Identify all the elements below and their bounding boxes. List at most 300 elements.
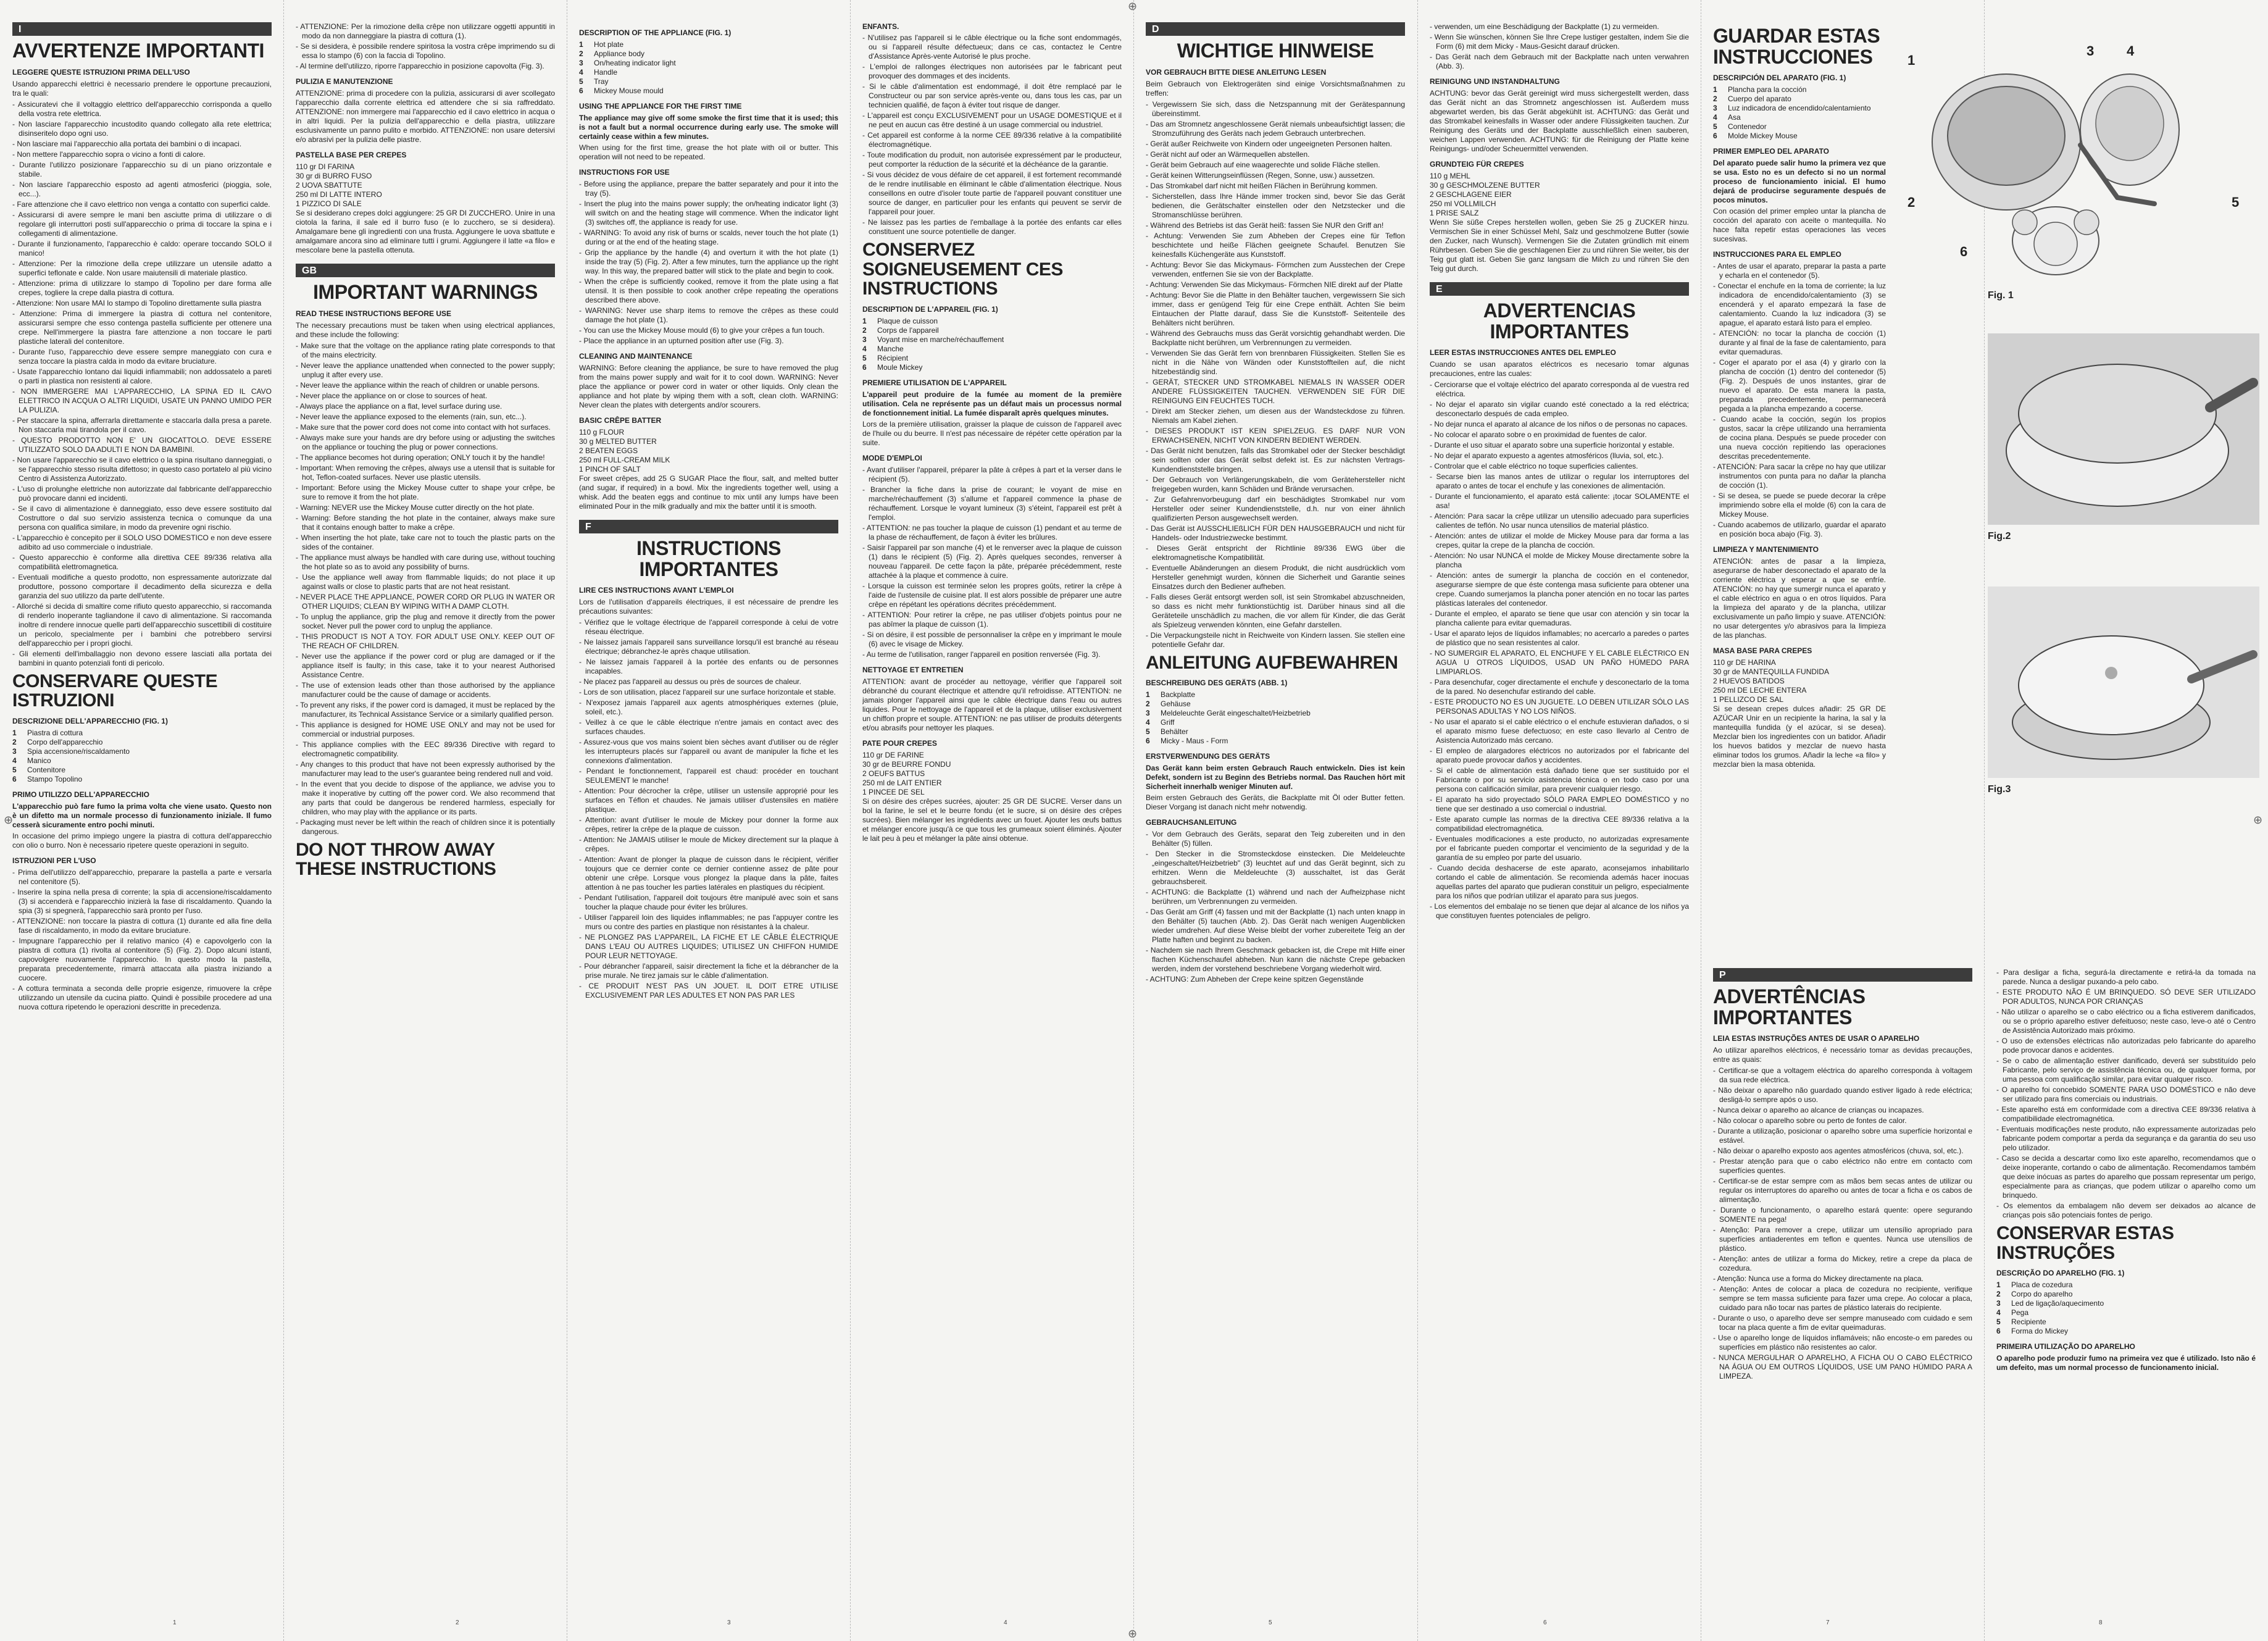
recipe-item: 250 ml DI LATTE INTERO — [296, 190, 382, 199]
list-item: - Vor dem Gebrauch des Geräts, separat den Teig zubereiten und in den Behälter (5) füllen. — [1146, 830, 1405, 848]
list-item: - verwenden, um eine Beschädigung der Backplatte (1) zu vermeiden. — [1430, 22, 1659, 31]
heading: ISTRUZIONI PER L'USO — [12, 856, 96, 865]
page-number: 8 — [2099, 1619, 2103, 1626]
section-title: GUARDAR ESTAS INSTRUCCIONES — [1713, 25, 1880, 68]
paragraph: ATENCIÓN: antes de pasar a la limpieza, asegurarse de haber desconectado el aparato de la corriente eléctrica y esperar a que se enfríe. ATENCIÓN: no hay que sumergir nunca el aparato y el cable eléctrico en agua o en otros líquidos. Para la limpieza del aparato y de la plancha, utilizar exclusivamente un paño limpio y suave. ATENCIÓN: no usar detergentes y/o abrasivos para la limpieza de las planchas. — [1713, 557, 1886, 640]
list-item: - Ne laissez pas les parties de l'emballage à la portée des enfants car elles constituent une source potentielle de danger. — [862, 218, 1122, 236]
recipe-item: 110 g MEHL — [1430, 172, 1470, 180]
part-number: 5 — [1146, 727, 1150, 737]
list-item: - Ne laissez jamais l'appareil à la portée des enfants ou de personnes incapables. — [579, 658, 838, 676]
list-item: - Use o aparelho longe de líquidos inflamáveis; não encoste-o em paredes ou superfícies em plástico não resistentes ao calor. — [1713, 1334, 1972, 1352]
list-item: - Attenzione: Prima di immergere la piastra di cottura nel contenitore, assicurarsi sempre che esso contenga pastella sufficiente per ottenere una crepe. Nell'immergere la piastra fare attenzione a non toccare le parti plastiche laterali del contenitore. — [12, 309, 272, 346]
part-label: Appliance body — [594, 49, 645, 58]
part-row — [862, 363, 1122, 372]
part-label: Handle — [594, 68, 618, 77]
list-item: - Packaging must never be left within the reach of children since it is potentially dangerous. — [296, 817, 555, 836]
list-item: - Never leave the appliance within the reach of children or unable persons. — [296, 380, 540, 390]
paragraph: Wenn Sie süße Crepes herstellen wollen, geben Sie 25 g ZUCKER hinzu. Vermischen Sie in einer Schüssel Mehl, Salz und geschmolzene Butter (sowie den Zucker, nach Wunsch). Vermengen Sie die Zutaten gründlich mit einem Rührbesen. Geben Sie die geschlagenen Eier zu und rühren Sie weiter, bis der Teig gut glatt ist. Geben Sie ganz langsam die Milch zu und rühren Sie den Teig gut durch. — [1430, 218, 1689, 273]
part-row — [12, 775, 272, 784]
list-item: - Make sure that the voltage on the appliance rating plate corresponds to that of the mains electricity. — [296, 341, 555, 359]
callout-label: 1 — [1907, 52, 1916, 68]
list-item: - Coger el aparato por el asa (4) y girarlo con la plancha de cocción (1) dentro del contenedor (5) (Fig. 2). Después de unos instantes, girar de nuevo el aparato. De esta manera la pasta, preparada precedentemente, permanecerá pegada a la plancha empezando a cocerse. — [1713, 358, 1886, 414]
part-row — [862, 326, 1122, 335]
paragraph: Beim Gebrauch von Elektrogeräten sind einige Vorsichtsmaßnahmen zu treffen: — [1146, 79, 1405, 98]
part-label: Forma do Mickey — [2011, 1327, 2069, 1335]
list-item: - Brancher la fiche dans la prise de courant; le voyant de mise en marche/réchauffement (3) s'allume et l'appareil commence la phase de réchauffement. Lorsque le voyant lumineux (3) s'éteint, l'appareil est prêt à l'emploi. — [862, 485, 1122, 522]
paragraph: WARNING: Before cleaning the appliance, be sure to have removed the plug from the mains power supply and wait for it to cool down. WARNING: Never place the appliance or power cord in water or other liquids. Only clean the appliance and hot plate by wiping them with a soft, clean cloth. WARNING: Never clean the plates with detergents and/or scourers. — [579, 364, 838, 409]
list-item: - Gli elementi dell'imballaggio non devono essere lasciati alla portata dei bambini in quanto potenziali fonti di pericolo. — [12, 649, 272, 667]
figure-2 — [1988, 333, 2259, 525]
recipe-list — [1713, 658, 1886, 704]
language-tag: E — [1430, 282, 1689, 296]
crop-mark: ⊕ — [1128, 0, 1138, 12]
part-row — [1996, 1299, 2256, 1308]
paragraph: Con ocasión del primer empleo untar la plancha de cocción del aparato con aceite o mantequilla. No hace falta repetir estas operaciones las veces sucesivas. — [1713, 207, 1886, 244]
recipe-item: 30 gr de MANTEQUILLA FUNDIDA — [1713, 667, 1830, 677]
list-item: - NON IMMERGERE MAI L'APPARECCHIO, LA SPINA ED IL CAVO ELETTRICO IN ACQUA O ALTRI LIQUIDI, USATE UN PANNO UMIDO PER LA PULIZIA. — [12, 386, 272, 414]
parts-list — [1713, 85, 1886, 141]
section-title: ANLEITUNG AUFBEWAHREN — [1146, 652, 1398, 673]
recipe-item: 30 g GESCHMOLZENE BUTTER — [1430, 181, 1540, 190]
recipe-list — [862, 751, 1122, 797]
warning-list — [1996, 968, 2256, 1220]
list-item: - Wenn Sie wünschen, können Sie Ihre Crepe lustiger gestalten, indem Sie die Form (6) mit dem Micky - Maus-Gesicht darauf drücken. — [1430, 33, 1689, 51]
list-item: - Fare attenzione che il cavo elettrico non venga a contatto con superfici calde. — [12, 199, 270, 209]
list-item: - Important: Before using the Mickey Mouse cutter to shape your crêpe, be sure to remove it from the hot plate. — [296, 483, 555, 501]
list-item: - Assicurarsi di avere sempre le mani ben asciutte prima di utilizzare o di regolare gli interruttori posti sull'apparecchio o prima di toccare la spina e i collegamenti di alimentazione. — [12, 210, 272, 238]
list-item: - Das Gerät ist AUSSCHLIEßLICH FÜR DEN HAUSGEBRAUCH und nicht für Handels- oder Industriezwecke bestimmt. — [1146, 524, 1405, 542]
heading: READ THESE INSTRUCTIONS BEFORE USE — [296, 309, 452, 318]
part-row — [1146, 737, 1405, 746]
list-item: - Ne laissez jamais l'appareil sans surveillance lorsqu'il est branché au réseau électrique; débranchez-le après chaque utilisation. — [579, 638, 838, 656]
heading: PREMIERE UTILISATION DE L'APPAREIL — [862, 378, 1007, 387]
list-item: - You can use the Mickey Mouse mould (6) to give your crêpes a fun touch. — [579, 326, 825, 335]
page-number: 6 — [1543, 1619, 1547, 1626]
list-item: - ESTE PRODUTO NÃO É UM BRINQUEDO. SÓ DEVE SER UTILIZADO POR ADULTOS, NUNCA POR CRIANÇAS — [1996, 988, 2256, 1006]
heading: PULIZIA E MANUTENZIONE — [296, 77, 393, 86]
part-number: 3 — [1146, 709, 1150, 718]
part-number: 4 — [579, 68, 583, 77]
callout-label: 3 — [2087, 43, 2095, 59]
heading: DESCRIZIONE DELL'APPARECCHIO (FIG. 1) — [12, 716, 168, 725]
part-label: Mickey Mouse mould — [594, 86, 664, 95]
list-item: - Das Gerät nach dem Gebrauch mit der Backplatte nach unten verwahren (Abb. 3). — [1430, 52, 1689, 70]
section-title: DO NOT THROW AWAY THESE INSTRUCTIONS — [296, 839, 496, 880]
list-item: - Direkt am Stecker ziehen, um diesen aus der Wandsteckdose zu führen. Niemals am Kabel ziehen. — [1146, 406, 1405, 425]
list-item: - The use of extension leads other than those authorised by the appliance manufacturer could be the cause of damage or accidents. — [296, 680, 555, 699]
list-item: - ATTENTION: ne pas toucher la plaque de cuisson (1) pendant et au terme de la phase de réchauffement, de façon à éviter les brûlures. — [862, 523, 1122, 541]
list-item: - Au terme de l'utilisation, ranger l'appareil en position renversée (Fig. 3). — [862, 649, 1101, 659]
list-item: - WARNING: Never use sharp items to remove the crêpes as these could damage the hot plate (1). — [579, 306, 838, 324]
list-item: - Atención: No usar NUNCA el molde de Mickey Mouse directamente sobre la plancha — [1430, 551, 1689, 570]
list-item: - L'emploi de rallonges électriques non autorisées par le fabricant peut provoquer des dommages et des incidents. — [862, 62, 1122, 80]
list-item: - Attention: avant d'utiliser le moule de Mickey pour donner la forme aux crêpes, retirer la crêpe de la plaque de cuisson. — [579, 816, 838, 834]
part-number: 1 — [1713, 85, 1717, 94]
recipe-item: 30 gr de BEURRE FONDU — [862, 759, 951, 769]
recipe-item: 250 ml de LAIT ENTIER — [862, 778, 942, 787]
list-item: - Assicuratevi che il voltaggio elettrico dell'apparecchio corrisponda a quello della vostra rete elettrica. — [12, 99, 272, 118]
section-title: ADVERTÊNCIAS IMPORTANTES — [1713, 985, 1866, 1029]
paragraph: L'apparecchio può fare fumo la prima volta che viene usato. Questo non è un difetto ma un normale processo di funzionamento iniziale. Il fumo cesserà sicuramente entro pochi minuti. — [12, 801, 272, 829]
list-item: - Lors de son utilisation, placez l'appareil sur une surface horizontale et stable. — [579, 688, 836, 697]
list-item: - Cet appareil est conforme à la norme CEE 89/336 relative à la compatibilité électromagnétique. — [862, 131, 1122, 149]
heading: DESCRIPTION DE L'APPAREIL (FIG. 1) — [862, 304, 998, 314]
list-item: - NEVER PLACE THE APPLIANCE, POWER CORD OR PLUG IN WATER OR OTHER LIQUIDS; CLEAN BY WIPING WITH A DAMP CLOTH. — [296, 592, 555, 611]
figure-caption: Fig.2 — [1988, 531, 2011, 541]
list-item: - Impugnare l'apparecchio per il relativo manico (4) e capovolgerlo con la piastra di cottura (1) rivolta al contenitore (5) (Fig. 2). Dopo alcuni istanti, capovolgere nuovamente l'apparecchio. In questo modo la pastella, preparata precedentemente, rimarrà attaccata alla piastra iniziando a cuocere. — [12, 936, 272, 982]
part-label: Corps de l'appareil — [877, 325, 939, 335]
part-label: Stampo Topolino — [27, 774, 83, 783]
heading: MASA BASE PARA CREPES — [1713, 646, 1812, 656]
section-title: ADVERTENCIAS IMPORTANTES — [1483, 299, 1636, 343]
list-item: - N'utilisez pas l'appareil si le câble électrique ou la fiche sont endommagés, ou si l'appareil résulte défectueux; dans ce cas, contactez le Centre d'Assistance Après-vente Autorisé le plus proche. — [862, 33, 1122, 61]
column-italian-english — [296, 22, 555, 1615]
part-number: 3 — [12, 746, 17, 756]
part-number: 2 — [1713, 94, 1717, 104]
part-row — [1713, 85, 1886, 94]
heading: DESCRIPCIÓN DEL APARATO (FIG. 1) — [1713, 73, 1846, 83]
list-item: - Secarse bien las manos antes de utilizar o regular los interruptores del aparato o antes de tocar el enchufe y las conexiones de alimentación. — [1430, 472, 1689, 491]
part-label: Plaque de cuisson — [877, 316, 938, 325]
part-label: Molde Mickey Mouse — [1728, 132, 1798, 141]
page-number: 4 — [1004, 1619, 1007, 1626]
heading: PRIMO UTILIZZO DELL'APPARECCHIO — [12, 790, 149, 799]
instructions-list — [1713, 262, 1886, 539]
list-item: - Gerät außer Reichweite von Kindern oder ungeeigneten Personen halten. — [1146, 139, 1392, 148]
list-item: - Se il cavo di alimentazione è danneggiato, esso deve essere sostituito dal Costruttore o dal suo servizio assistenza tecnica o comunque da una persona con qualifica similare, in modo da prevenire ogni rischio. — [12, 504, 272, 532]
paragraph: ENFANTS. — [862, 22, 899, 31]
list-item: - NUNCA MERGULHAR O APARELHO, A FICHA OU O CABO ELÉCTRICO NA ÁGUA OU EM OUTROS LÍQUIDOS, USE UM PANO HÚMIDO PARA A LIMPEZA. — [1713, 1353, 1972, 1381]
list-item: - Assurez-vous que vos mains soient bien sèches avant d'utiliser ou de régler les interrupteurs placés sur l'appareil ou avant de manipuler la fiche et les connexions d'alimentation. — [579, 738, 838, 766]
recipe-item: 1 PINCEE DE SEL — [862, 787, 925, 796]
section-title: CONSERVAR ESTAS INSTRUÇÕES — [1996, 1223, 2174, 1263]
list-item: - Der Gebrauch von Verlängerungskabeln, die vom Gerätehersteller nicht freigegeben wurden, kann Schäden und Brände verursachen. — [1146, 475, 1405, 493]
part-number: 5 — [1996, 1317, 2001, 1326]
list-item: - Vérifiez que le voltage électrique de l'appareil corresponde à celui de votre réseau électrique. — [579, 618, 838, 637]
part-number: 6 — [862, 362, 867, 372]
part-row — [12, 729, 272, 738]
recipe-item: 250 ml VOLLMILCH — [1430, 199, 1496, 208]
part-label: Led de ligação/aquecimento — [2011, 1299, 2104, 1308]
list-item: - This appliance is designed for HOME USE ONLY and may not be used for commercial or industrial purposes. — [296, 720, 555, 738]
crop-mark: ⊕ — [1128, 1627, 1138, 1640]
part-number: 4 — [12, 756, 17, 765]
page-number: 1 — [173, 1619, 177, 1626]
list-item: - Achtung: Verwenden Sie zum Abheben der Crepes eine für Teflon beschichtete und heiße Flächen geeignete Schaufel. Benutzen Sie keinesfalls Küchengeräte aus Kunststoff. — [1146, 231, 1405, 259]
part-row — [12, 766, 272, 775]
recipe-item: 110 gr DI FARINA — [296, 162, 355, 171]
list-item: - Caso se decida a descartar como lixo este aparelho, recomendamos que o deixe inoperante, cortando o cabo de alimentação. Recomendamos também que deixe inócuas as partes do aparelho que possam representar um perigo, especialmente para as crianças, que podem utilizar o aparelho como um brinquedo. — [1996, 1154, 2256, 1200]
part-row — [1146, 718, 1405, 727]
list-item: - Não colocar o aparelho sobre ou perto de fontes de calor. — [1713, 1116, 1907, 1125]
list-item: - Important: When removing the crêpes, always use a utensil that is suitable for hot, Teflon-coated surfaces. Never use plastic utensils. — [296, 463, 555, 482]
list-item: - Si vous décidez de vous défaire de cet appareil, il est fortement recommandé de le rendre inutilisable en éliminant le câble d'alimentation électrique. Nous conseillons en outre d'isoler toute partie de l'appareil pouvant constituer une source de danger, en particulier pour les enfants qui peuvent se servir de l'appareil pour jouer. — [862, 170, 1122, 216]
part-number: 2 — [862, 325, 867, 335]
list-item: - ATTENZIONE: Per la rimozione della crêpe non utilizzare oggetti appuntiti in modo da non danneggiare la piastra di cottura (1). — [296, 22, 555, 40]
list-item: - DIESES PRODUKT IST KEIN SPIELZEUG. ES DARF NUR VON ERWACHSENEN, NICHT VON KINDERN BEDIENT WERDEN. — [1146, 426, 1405, 445]
recipe-item: 1 PELLIZCO DE SAL — [1713, 695, 1784, 704]
part-row — [1996, 1308, 2256, 1317]
list-item: - Utiliser l'appareil loin des liquides inflammables; ne pas l'appuyer contre les murs ou contre des parties en plastique non résistantes à la chaleur. — [579, 913, 838, 932]
list-item: - Pendant l'utilisation, l'appareil doit toujours être manipulé avec soin et sans toucher la plaque chaude pour éviter les brûlures. — [579, 893, 838, 912]
heading: INSTRUCCIONES PARA EL EMPLEO — [1713, 250, 1841, 259]
language-tag: GB — [296, 264, 555, 277]
paragraph: For sweet crêpes, add 25 G SUGAR Place the flour, salt, and melted butter (and sugar, if required) in a bowl. Mix the ingredients together well, using a whisk. Add the beaten eggs and continue to mix until any lumps have been eliminated Pour in the milk gradually and mix the batter until it is smooth. — [579, 474, 838, 511]
heading: MODE D'EMPLOI — [862, 453, 922, 462]
list-item: - Atenção: Antes de colocar a placa de cozedura no recipiente, verifique sempre se tem massa suficiente para fazer uma crepe. Ao colocar a placa, cuidado para não tocar nas partes de plástico laterais do recipiente. — [1713, 1285, 1972, 1313]
recipe-item: 1 PRISE SALZ — [1430, 209, 1479, 217]
paragraph: O aparelho pode produzir fumo na primeira vez que é utilizado. Isto não é um defeito, mas um normal processo de funcionamento inicial. — [1996, 1354, 2256, 1372]
paragraph: Das Gerät kann beim ersten Gebrauch Rauch entwickeln. Dies ist kein Defekt, sondern ist zu Beginn des Betriebs normal. Das Rauchen hört mit Sicherheit innerhalb weniger Minuten auf. — [1146, 764, 1405, 791]
list-item: - Sicherstellen, dass Ihre Hände immer trocken sind, bevor Sie das Gerät bedienen, die Gerätschalter einstellen oder den Netzstecker und die Stromanschlüsse berühren. — [1146, 191, 1405, 219]
paragraph: The appliance may give off some smoke the first time that it is used; this is not a fault but a normal occurrence during early use. The smoke will certainly cease within a few minutes. — [579, 114, 838, 141]
list-item: - Não deixar o aparelho exposto aos agentes atmosféricos (chuva, sol, etc.). — [1713, 1146, 1964, 1156]
list-item: - Never use the appliance if the power cord or plug are damaged or if the appliance itself is faulty; in this case, take it to your nearest Authorised Assistance Centre. — [296, 651, 555, 679]
list-item: - Zur Gefahrenvorbeugung darf ein beschädigtes Stromkabel nur vom Hersteller oder seiner Kundendienststelle, d.h. nur von einer ähnlich qualifizierten Person ausgewechselt werden. — [1146, 495, 1405, 522]
list-item: - Non lasciare l'apparecchio incustodito quando collegato alla rete elettrica; disinseritelo dopo ogni uso. — [12, 119, 272, 138]
part-label: Piastra di cottura — [27, 728, 83, 737]
list-item: - Usar el aparato lejos de líquidos inflamables; no acercarlo a paredes o partes de plástico que no sean resistentes al calor. — [1430, 629, 1689, 648]
part-row — [1713, 122, 1886, 132]
fold-line — [567, 0, 568, 1641]
list-item: - Verwenden Sie das Gerät fern von brennbaren Flüssigkeiten. Stellen Sie es nicht in die Nähe von Wänden oder Kunststoffteilen auf, die nicht hitzebeständig sind. — [1146, 348, 1405, 376]
language-tag: F — [579, 520, 838, 533]
part-label: Backplatte — [1161, 690, 1196, 699]
paragraph: Lors de la première utilisation, graisser la plaque de cuisson de l'appareil avec de l'huile ou du beurre. Il n'est pas nécessaire de répéter cette opération par la suite. — [862, 419, 1122, 447]
list-item: - Eventuais modificações neste produto, não expressamente autorizadas pelo fabricante podem comportar a perda da segurança e da garantia do seu uso pelo utilizador. — [1996, 1125, 2256, 1152]
column-german-spanish — [1430, 22, 1689, 1615]
part-row — [862, 335, 1122, 344]
part-label: Micky - Maus - Form — [1161, 737, 1228, 746]
instructions-list — [579, 180, 838, 346]
list-item: - When the crêpe is sufficiently cooked, remove it from the plate using a flat utensil. It is then possible to cook another crêpe repeating the operations described there above. — [579, 277, 838, 304]
section-title: AVVERTENZE IMPORTANTI — [12, 40, 264, 62]
heading: BASIC CRÊPE BATTER — [579, 416, 662, 425]
part-label: Hot plate — [594, 40, 624, 49]
list-item: - ATTENTION: Pour retirer la crêpe, ne pas utiliser d'objets pointus pour ne pas abîmer la plaque de cuisson (1). — [862, 610, 1122, 628]
list-item: - Durante l'uso, l'apparecchio deve essere sempre maneggiato con cura e senza toccare la piastra calda in modo da evitare bruciature. — [12, 347, 272, 365]
list-item: - Achtung: Bevor Sie die Platte in den Behälter tauchen, vergewissern Sie sich immer, dass er genügend Teig für eine Crepe enthält. Achten Sie beim Eintauchen der Platte darauf, dass Sie die Kunststoff- Seitenteile des Behälters nicht berühren. — [1146, 290, 1405, 327]
warning-list — [1713, 1066, 1972, 1381]
heading: PRIMER EMPLEO DEL APARATO — [1713, 147, 1830, 156]
warning-list — [579, 618, 838, 1000]
list-item: - El aparato ha sido proyectado SÓLO PARA EMPLEO DOMÉSTICO y no tiene que ser destinado a uso comercial o industrial. — [1430, 795, 1689, 814]
list-item: - Before using the appliance, prepare the batter separately and pour it into the tray (5). — [579, 180, 838, 198]
paragraph: ATTENTION: avant de procéder au nettoyage, vérifier que l'appareil soit débranché du courant électrique et attendre qu'il refroidisse. ATTENTION: ne jamais plonger l'appareil ainsi que le câble électrique dans l'eau ou autres liquides. Pour le nettoyage de l'appareil et de la plaque, utiliser exclusivement un chiffon propre et souple. ATTENTION: ne pas utiliser de produits détergents et/ou abrasifs pour nettoyer les plaques. — [862, 677, 1122, 732]
paragraph: ATTENZIONE: prima di procedere con la pulizia, assicurarsi di aver scollegato l'apparecchio dalla corrente elettrica ed attendere che si sia raffreddato. ATTENZIONE: non immergere mai l'apparecchio ed il cavo elettrico in acqua o in altri liquidi. Per la pulizia dell'apparecchio e della piastra, utilizzare esclusivamente un panno pulito e morbido. ATTENZIONE: non usare detersivi e/o abrasivi per la pulizia delle piastre. — [296, 89, 555, 144]
fold-line — [1701, 0, 1702, 1641]
callout-label: 4 — [2127, 43, 2135, 59]
part-row — [1146, 690, 1405, 699]
list-item: - Non mettere l'apparecchio sopra o vicino a fonti di calore. — [12, 149, 206, 159]
part-row — [12, 747, 272, 756]
heading: LEGGERE QUESTE ISTRUZIONI PRIMA DELL'USO — [12, 67, 190, 77]
list-item: - No usar el aparato si el cable eléctrico o el enchufe estuvieran dañados, o si el aparato mismo fuese defectuoso; en este caso llevarlo al Centro de Asistencia Autorizado más cercano. — [1430, 717, 1689, 745]
paragraph: The necessary precautions must be taken when using electrical appliances, and these include the following: — [296, 320, 555, 339]
list-item: - Insert the plug into the mains power supply; the on/heating indicator light (3) will switch on and the heating stage will commence. When the indicator light (3) switches off, the appliance is ready for use. — [579, 199, 838, 227]
list-item: - Atenção: Para remover a crepe, utilizar um utensílio apropriado para superfícies antiaderentes em teflon e quentes. Nunca use utensílios de plástico. — [1713, 1226, 1972, 1253]
list-item: - Avant d'utiliser l'appareil, préparer la pâte à crêpes à part et la verser dans le récipient (5). — [862, 465, 1122, 483]
list-item: - ESTE PRODUCTO NO ES UN JUGUETE. LO DEBEN UTILIZAR SÓLO LAS PERSONAS ADULTAS Y NO LOS NIÑOS. — [1430, 698, 1689, 716]
list-item: - Grip the appliance by the handle (4) and overturn it with the hot plate (1) inside the tray (5) (Fig. 2). After a few minutes, turn the appliance up the right way. In this way, the prepared batter will stick to the plate and begin to cook. — [579, 248, 838, 275]
list-item: - Non usare l'apparecchio se il cavo elettrico o la spina risultano danneggiati, o se l'apparecchio stesso risulta difettoso; in questo caso portatelo al più vicino Centro di Assistenza Autorizzato. — [12, 455, 272, 483]
list-item: - Never place the appliance on or close to sources of heat. — [296, 391, 488, 400]
part-row — [1713, 113, 1886, 122]
list-item: - Falls dieses Gerät entsorgt werden soll, ist sein Stromkabel abzuschneiden, so dass es nicht mehr funktionstüchtig ist. Darüber hinaus sind all die Geräteteile unschädlich zu machen, die vor allem für Kinder, die das Gerät als Spielzeug verwenden könnten, eine Gefahr darstellen. — [1146, 592, 1405, 629]
part-row — [1996, 1327, 2256, 1336]
list-item: - Lorsque la cuisson est terminée selon les propres goûts, retirer la crêpe à l'aide de l'ustensile de cuisine plat. Il est alors possible de préparer une autre crêpe en répétant les opérations décrites précédemment. — [862, 581, 1122, 609]
list-item: - Cuando acabemos de utilizarlo, guardar el aparato en posición boca abajo (Fig. 3). — [1713, 520, 1886, 539]
heading: DESCRIÇÃO DO APARELHO (FIG. 1) — [1996, 1269, 2125, 1277]
page-number: 5 — [1269, 1619, 1272, 1626]
part-row — [12, 756, 272, 766]
part-row — [579, 40, 838, 49]
section-title: INSTRUCTIONS IMPORTANTES — [636, 537, 781, 580]
list-item: - The appliance becomes hot during operation; ONLY touch it by the handle! — [296, 453, 545, 462]
list-item: - Controlar que el cable eléctrico no toque superficies calientes. — [1430, 462, 1638, 471]
language-tag: P — [1713, 968, 1972, 982]
recipe-list — [579, 428, 838, 474]
recipe-item: 250 ml FULL-CREAM MILK — [579, 456, 670, 464]
part-row — [1146, 699, 1405, 709]
list-item: - ACHTUNG: die Backplatte (1) während und nach der Aufheizphase nicht berühren, um Verbrennungen zu vermeiden. — [1146, 888, 1405, 906]
list-item: - L'appareil est conçu EXCLUSIVEMENT pour un USAGE DOMESTIQUE et il ne peut en aucun cas être destiné à un usage commercial ou industriel. — [862, 111, 1122, 129]
list-item: - GERÄT, STECKER UND STROMKABEL NIEMALS IN WASSER ODER ANDERE FLÜSSIGKEITEN TAUCHEN. VERWENDEN SIE FÜR DIE REINIGUNG EIN FEUCHTES TUCH. — [1146, 377, 1405, 405]
part-number: 1 — [1996, 1280, 2001, 1289]
list-item: - Atenção: antes de utilizar a forma do Mickey, retire a crepe da placa de cozedura. — [1713, 1255, 1972, 1273]
part-row — [862, 317, 1122, 326]
column-portuguese — [1713, 968, 1972, 1610]
fold-line — [283, 0, 285, 1641]
parts-list — [1996, 1280, 2256, 1336]
list-item: - Any changes to this product that have not been expressly authorised by the manufacturer may lead to the user's guarantee being rendered null and void. — [296, 759, 555, 778]
list-item: - L'apparecchio è concepito per il SOLO USO DOMESTICO e non deve essere adibito ad uso commerciale o industriale. — [12, 533, 272, 551]
heading: PRIMEIRA UTILIZAÇÃO DO APARELHO — [1996, 1342, 2135, 1351]
part-number: 1 — [862, 316, 867, 325]
part-label: Tray — [594, 77, 609, 86]
part-row — [579, 49, 838, 59]
paragraph: Se si desiderano crepes dolci aggiungere: 25 GR DI ZUCCHERO. Unire in una ciotola la farina, il sale ed il burro fuso (e lo zucchero, se si desidera). Amalgamare bene gli ingredienti con una frusta. Aggiungere le uova sbattute e amalgamare ancora sino ad eliminare tutti i grumi. Aggiungere il latte «a filo» e mescolare bene la pastella ottenuta. — [296, 209, 555, 254]
heading: LEER ESTAS INSTRUCCIONES ANTES DEL EMPLEO — [1430, 348, 1616, 357]
list-item: - Die Verpackungsteile nicht in Reichweite von Kindern lassen. Sie stellen eine potentielle Gefahr dar. — [1146, 630, 1405, 649]
list-item: - Use the appliance well away from flammable liquids; do not place it up against walls or close to plastic parts that are not heat resistant. — [296, 572, 555, 591]
language-tag: D — [1146, 22, 1405, 36]
list-item: - Never leave the appliance exposed to the elements (rain, sun, etc...). — [296, 412, 527, 421]
figure-caption: Fig.3 — [1988, 784, 2011, 795]
warning-list — [1146, 100, 1405, 649]
paragraph: Si on désire des crêpes sucrées, ajouter: 25 GR DE SUCRE. Verser dans un bol la farine, le sel et le beurre fondu (et le sucre, si on désire des crêpes sucrées). Bien mélanger les ingrédients avec un fouet. Ajouter les œufs battus et mélanger encore jusqu'à ce que tous les grumeaux soient éliminés. Ajouter le lait peu à peu et mélanger la pâte ainsi obtenue. — [862, 796, 1122, 843]
heading: INSTRUCTIONS FOR USE — [579, 168, 670, 177]
list-item: - O aparelho foi concebido SOMENTE PARA USO DOMÉSTICO e não deve ser utilizado para fins comerciais ou industriais. — [1996, 1085, 2256, 1103]
list-item: - Attenzione: prima di utilizzare lo stampo di Topolino per dare forma alle crepes, togliere la crepe dalla piastra di cottura. — [12, 278, 272, 297]
recipe-item: 2 UOVA SBATTUTE — [296, 181, 362, 190]
part-row — [579, 68, 838, 77]
part-number: 6 — [1146, 737, 1150, 746]
part-label: Griff — [1161, 718, 1175, 727]
part-label: Gehäuse — [1161, 699, 1191, 709]
list-item: - Durante a utilização, posicionar o aparelho sobre uma superfície horizontal e estável. — [1713, 1127, 1972, 1145]
part-number: 6 — [1713, 132, 1717, 141]
list-item: - NE PLONGEZ PAS L'APPAREIL, LA FICHE ET LE CÂBLE ÉLECTRIQUE DANS L'EAU OU AUTRES LIQUIDES; UTILISEZ UN CHIFFON HUMIDE POUR LEUR NETTOYAGE. — [579, 933, 838, 961]
list-item: - To prevent any risks, if the power cord is damaged, it must be replaced by the manufacturer, its Technical Assistance Service or a similarly qualified person. — [296, 700, 555, 719]
part-row — [579, 77, 838, 86]
part-row — [1996, 1290, 2256, 1299]
list-item: - Certificar-se que a voltagem eléctrica do aparelho corresponda à voltagem da sua rede eléctrica. — [1713, 1066, 1972, 1085]
part-label: Recipiente — [2011, 1317, 2046, 1326]
part-label: Contenitore — [27, 765, 66, 774]
part-number: 5 — [862, 353, 867, 362]
heading: VOR GEBRAUCH BITTE DIESE ANLEITUNG LESEN — [1146, 67, 1327, 77]
part-row — [1713, 104, 1886, 113]
part-row — [1713, 94, 1886, 104]
recipe-item: 2 GESCHLAGENE EIER — [1430, 190, 1512, 199]
list-item: - Atención: antes de sumergir la plancha de cocción en el contenedor, asegurarse siempre de que éste contenga masa suficiente para obtener una crepe. Cuando sumerjamos la plancha poner atención en no tocar las partes plásticas laterales del contenedor. — [1430, 571, 1689, 608]
paragraph: Ao utilizar aparelhos eléctricos, é necessário tomar as devidas precauções, entre as quais: — [1713, 1046, 1972, 1064]
list-item: - Das Gerät am Griff (4) fassen und mit der Backplatte (1) nach unten knapp in den Behälter (5) tauchen (Abb. 2). Das Gerät nach wenigen Augenblicken wieder umdrehen. Auf diese Weise bleibt der vorher zubereitete Teig an der Platte haften und beginnt zu backen. — [1146, 908, 1405, 945]
list-item: - Den Stecker in die Stromsteckdose einstecken. Die Meldeleuchte „eingeschaltet/Heizbetrieb" (3) leuchtet auf und das Gerät beginnt, sich zu erhitzen. Wenn die Meldeleuchte (3) ausschaltet, ist das Gerät gebrauchsbereit. — [1146, 850, 1405, 887]
heading: GRUNDTEIG FÜR CREPES — [1430, 160, 1524, 169]
part-row — [579, 86, 838, 96]
instructions-list — [12, 868, 272, 1012]
list-item: - Ne placez pas l'appareil au dessus ou près de sources de chaleur. — [579, 677, 801, 687]
list-item: - Nunca deixar o aparelho ao alcance de crianças ou incapazes. — [1713, 1106, 1924, 1115]
part-number: 2 — [579, 49, 583, 58]
list-item: - Attention: Ne JAMAIS utiliser le moule de Mickey directement sur la plaque à crêpes. — [579, 835, 838, 854]
list-item: - No dejar el aparato sin vigilar cuando esté conectado a la red eléctrica; desconectarlo después de cada empleo. — [1430, 400, 1689, 419]
instructions-list — [1430, 22, 1689, 71]
instructions-list — [296, 22, 555, 71]
part-number: 6 — [1996, 1327, 2001, 1335]
language-tag: I — [12, 22, 272, 36]
crop-mark: ⊕ — [2253, 814, 2263, 826]
part-row — [862, 354, 1122, 363]
list-item: - L'uso di prolunghe elettriche non autorizzate dal fabbricante dell'apparecchio può provocare danni ed incidenti. — [12, 484, 272, 503]
part-row — [862, 344, 1122, 354]
part-label: Luz indicadora de encendido/calentamiento — [1728, 104, 1871, 113]
paragraph: Si se desean crepes dulces añadir: 25 GR DE AZÚCAR Unir en un recipiente la harina, la sal y la mantequilla fundida (y el azúcar, si se desea). Mezclar bien los ingredientes con un batidor. Añadir los huevos batidos y mezclar de nuevo hasta eliminar todos los grumos. Añadir la leche «a filo» y mezclar bien la masa obtenida. — [1713, 704, 1886, 769]
fold-line — [850, 0, 851, 1641]
column-italian — [12, 22, 272, 1615]
heading: USING THE APPLIANCE FOR THE FIRST TIME — [579, 102, 742, 111]
list-item: - CE PRODUIT N'EST PAS UN JOUET. IL DOIT ETRE UTILISE EXCLUSIVEMENT PAR LES ADULTES ET NON PAS PAR LES — [579, 982, 838, 1000]
list-item: - Dieses Gerät entspricht der Richtlinie 89/336 EWG über die elektromagnetische Kompatibilität. — [1146, 543, 1405, 562]
part-row — [12, 738, 272, 747]
list-item: - Eventuales modificaciones a este producto, no autorizadas expresamente por el fabricante pueden comportar el vencimiento de la seguridad y de la garantía de su empleo por parte del usuario. — [1430, 835, 1689, 862]
list-item: - Attention: Avant de plonger la plaque de cuisson dans le récipient, vérifier toujours que ce dernier conte ce dernier contienne assez de pâte pour obtenir une crêpe. Lorsque vous plongez la plaque dans la pâte, faites attention à ne pas toucher les parties latérales en plastiques du récipient. — [579, 855, 838, 892]
part-number: 6 — [579, 86, 583, 95]
recipe-item: 250 ml DE LECHE ENTERA — [1713, 686, 1807, 695]
list-item: - Durante el uso situar el aparato sobre una superficie horizontal y estable. — [1430, 441, 1675, 450]
paragraph: Lors de l'utilisation d'appareils électriques, il est nécessaire de prendre les précautions suivantes: — [579, 598, 838, 616]
list-item: - Warning: Before standing the hot plate in the container, always make sure that it contains enough batter to make a crêpe. — [296, 513, 555, 532]
list-item: - Atención: antes de utilizar el molde de Mickey Mouse para dar forma a las crepes, quitar la crepe de la plancha de cocción. — [1430, 532, 1689, 550]
paragraph: Beim ersten Gebrauch des Geräts, die Backplatte mit Öl oder Butter fetten. Dieser Vorgang ist danach nicht mehr notwendig. — [1146, 793, 1405, 812]
list-item: - Cuando acabe la cocción, según los propios gustos, sacar la crêpe utilizando una herramienta de cocina plana. Después se puede proceder con una nueva cocción repitiendo las operaciones descritas precedentemente. — [1713, 415, 1886, 461]
list-item: - The appliance must always be handled with care during use, without touching the hot plate so as to avoid any possibility of burns. — [296, 553, 555, 571]
recipe-item: 110 gr DE FARINE — [862, 750, 924, 759]
heading: GEBRAUCHSANLEITUNG — [1146, 818, 1237, 827]
paragraph: Del aparato puede salir humo la primera vez que se usa. Esto no es un defecto si no un normal proceso de funcionamiento inicial. El humo dejará de producirse seguramente después de pocos minutos. — [1713, 159, 1886, 205]
list-item: - Eventuali modifiche a questo prodotto, non espressamente autorizzate dal produttore, possono comportare il decadimento della sicurezza e della garanzia del suo utilizzo da parte dell'utente. — [12, 572, 272, 600]
part-number: 3 — [1996, 1299, 2001, 1308]
callout-label: 5 — [2232, 194, 2240, 210]
page-number: 2 — [456, 1619, 459, 1626]
list-item: - Gerät beim Gebrauch auf eine waagerechte und solide Fläche stellen. — [1146, 160, 1380, 169]
list-item: - Toute modification du produit, non autorisée expressément par le producteur, peut comporter la réduction de la sécurité et la déchéance de la garantie. — [862, 151, 1122, 169]
part-number: 1 — [12, 728, 17, 737]
heading: CLEANING AND MAINTENANCE — [579, 352, 693, 361]
heading: ERSTVERWENDUNG DES GERÄTS — [1146, 752, 1270, 761]
